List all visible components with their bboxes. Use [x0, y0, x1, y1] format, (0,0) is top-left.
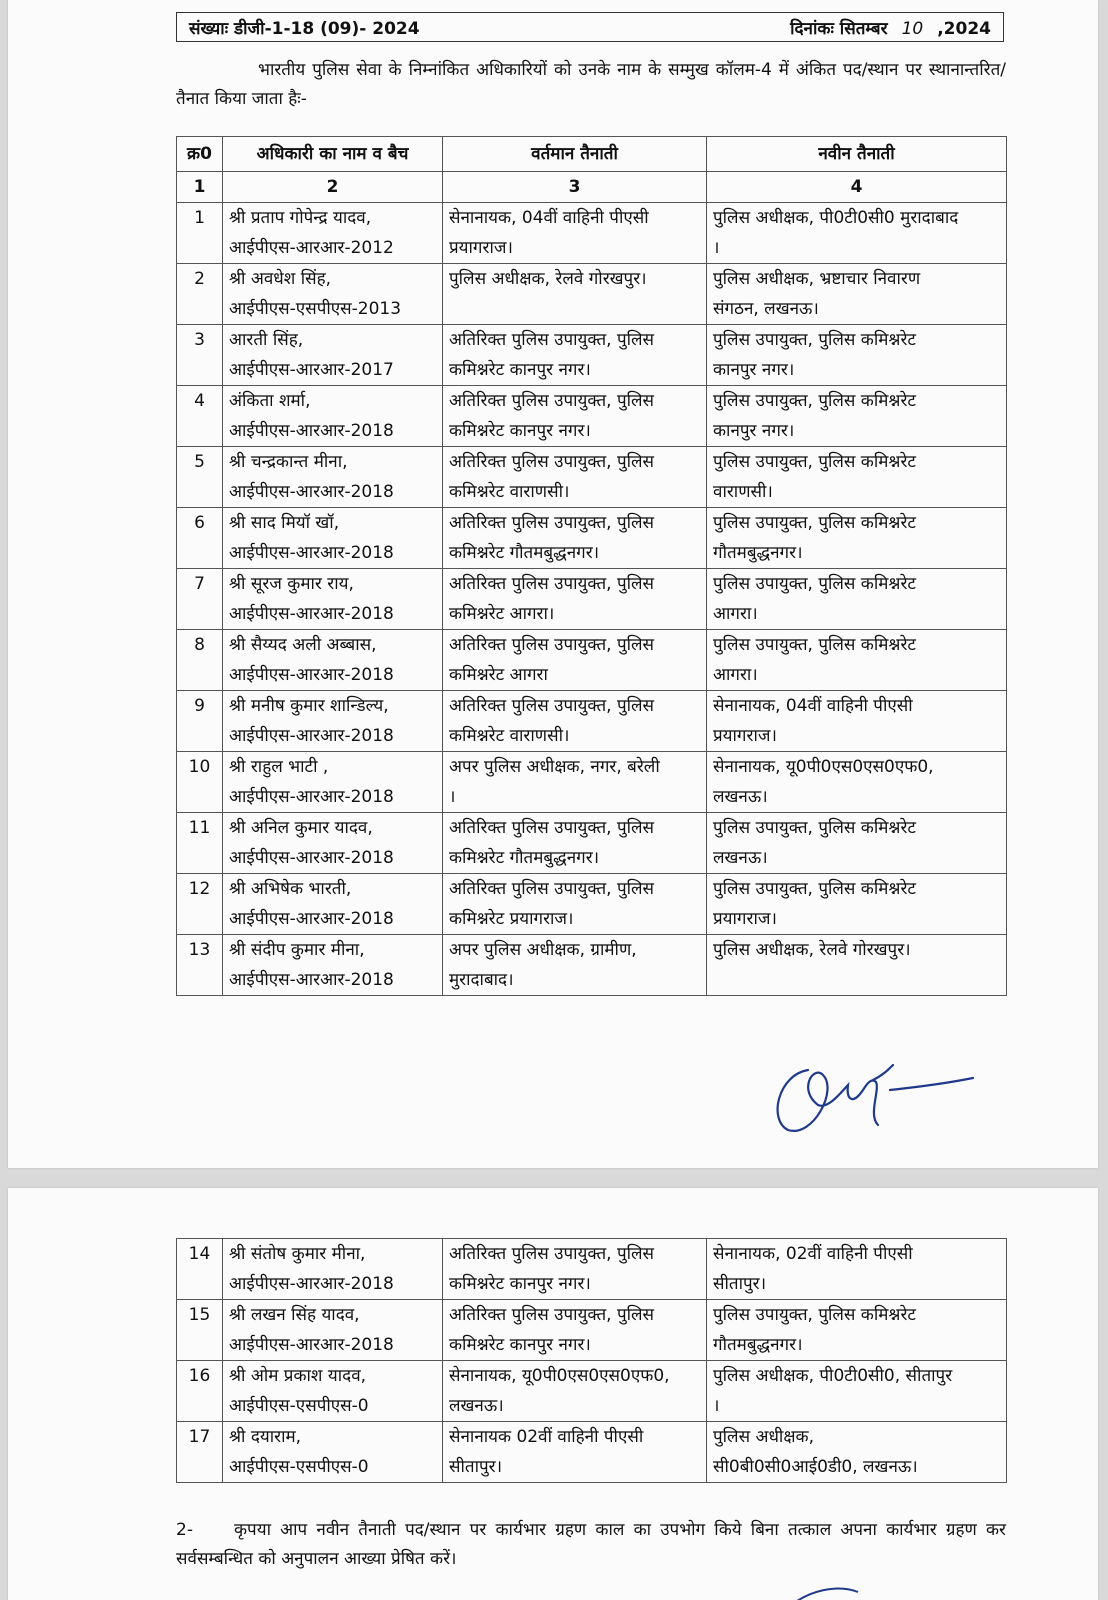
row-new-posting — [707, 691, 1007, 752]
current-posting-line: अतिरिक्त पुलिस उपायुक्त, पुलिस — [449, 391, 655, 411]
table-row — [177, 813, 1007, 874]
current-posting-line: अतिरिक्त पुलिस उपायुक्त, पुलिस — [449, 696, 655, 716]
current-posting-line: कमिश्नरेट वाराणसी। — [449, 726, 570, 746]
officer-batch: आईपीएस-आरआर-2018 — [229, 726, 394, 746]
officer-name: अंकिता शर्मा, — [229, 391, 311, 411]
officer-batch: आईपीएस-आरआर-2018 — [229, 543, 394, 563]
officer-batch: आईपीएस-आरआर-2018 — [229, 665, 394, 685]
officer-name: श्री राहुल भाटी , — [229, 757, 329, 777]
current-posting-line: लखनऊ। — [449, 1396, 504, 1416]
officer-name: श्री ओम प्रकाश यादव, — [229, 1366, 367, 1386]
officer-name: श्री अनिल कुमार यादव, — [229, 818, 373, 838]
row-sno — [177, 508, 223, 569]
row-sno — [177, 1361, 223, 1422]
row-officer — [223, 1300, 443, 1361]
row-current-posting — [443, 1300, 707, 1361]
row-current-posting — [443, 1239, 707, 1300]
row-officer — [223, 935, 443, 996]
date-day: 10 — [901, 18, 924, 39]
row-sno — [177, 1239, 223, 1300]
current-posting-line: सेनानायक 02वीं वाहिनी पीएसी — [449, 1427, 644, 1447]
sno-text: 16 — [188, 1366, 211, 1386]
row-new-posting — [707, 264, 1007, 325]
row-sno — [177, 203, 223, 264]
current-posting-line: अतिरिक्त पुलिस उपायुक्त, पुलिस — [449, 818, 655, 838]
current-posting-line: अतिरिक्त पुलिस उपायुक्त, पुलिस — [449, 513, 655, 533]
officer-name: श्री प्रताप गोपेन्द्र यादव, — [229, 208, 372, 228]
transfer-table — [176, 136, 1007, 996]
row-new-posting — [707, 1300, 1007, 1361]
row-new-posting — [707, 325, 1007, 386]
row-new-posting — [707, 874, 1007, 935]
new-posting-line: प्रयागराज। — [713, 909, 777, 929]
sno-text: 1 — [194, 208, 205, 228]
row-sno — [177, 1300, 223, 1361]
current-posting-line: अतिरिक्त पुलिस उपायुक्त, पुलिस — [449, 1244, 655, 1264]
current-posting-line: कमिश्नरेट गौतमबुद्धनगर। — [449, 848, 600, 868]
row-current-posting — [443, 752, 707, 813]
current-posting-line: सीतापुर। — [449, 1457, 503, 1477]
row-sno — [177, 569, 223, 630]
row-sno — [177, 1422, 223, 1483]
row-new-posting — [707, 1361, 1007, 1422]
header-current-posting: वर्तमान तैनाती — [443, 137, 707, 172]
table-row — [177, 386, 1007, 447]
current-posting-line: कमिश्नरेट आगरा। — [449, 604, 555, 624]
row-new-posting — [707, 203, 1007, 264]
row-sno — [177, 264, 223, 325]
officer-name: श्री संदीप कुमार मीना, — [229, 940, 365, 960]
row-officer — [223, 1239, 443, 1300]
current-posting-line: मुरादाबाद। — [449, 970, 514, 990]
table-row — [177, 325, 1007, 386]
new-posting-line: प्रयागराज। — [713, 726, 777, 746]
row-officer — [223, 508, 443, 569]
row-officer — [223, 264, 443, 325]
date-year: ,2024 — [937, 18, 991, 39]
paragraph-text: कृपया आप नवीन तैनाती पद/स्थान पर कार्यभार ग्रहण काल का उपभोग किये बिना तत्काल अपना कार्यभार ग्रहण कर सर्वसम्बन्धित को अनुपालन आख्या प्रेषित करें। — [176, 1520, 1006, 1569]
sno-text: 12 — [188, 879, 211, 899]
table-row — [177, 1422, 1007, 1483]
row-current-posting — [443, 203, 707, 264]
officer-batch: आईपीएस-आरआर-2018 — [229, 604, 394, 624]
officer-name: श्री मनीष कुमार शान्डिल्य, — [229, 696, 389, 716]
new-posting-line: पुलिस उपायुक्त, पुलिस कमिश्नरेट — [713, 818, 916, 838]
current-posting-line: अपर पुलिस अधीक्षक, नगर, बरेली — [449, 757, 660, 777]
new-posting-line: पुलिस उपायुक्त, पुलिस कमिश्नरेट — [713, 635, 916, 655]
current-posting-line: कमिश्नरेट प्रयागराज। — [449, 909, 574, 929]
new-posting-line: पुलिस उपायुक्त, पुलिस कमिश्नरेट — [713, 452, 916, 472]
row-officer — [223, 813, 443, 874]
current-posting-line: कमिश्नरेट कानपुर नगर। — [449, 360, 591, 380]
current-posting-line: अतिरिक्त पुलिस उपायुक्त, पुलिस — [449, 452, 655, 472]
paragraph-2 — [176, 1516, 1006, 1574]
officer-batch: आईपीएस-एसपीएस-2013 — [229, 299, 402, 319]
table-body — [177, 1239, 1007, 1483]
officer-name: आरती सिंह, — [229, 330, 304, 350]
officer-batch: आईपीएस-एसपीएस-0 — [229, 1457, 369, 1477]
reference-header — [176, 12, 1004, 42]
row-new-posting — [707, 935, 1007, 996]
new-posting-line: पुलिस उपायुक्त, पुलिस कमिश्नरेट — [713, 879, 916, 899]
row-current-posting — [443, 874, 707, 935]
row-officer — [223, 1422, 443, 1483]
row-new-posting — [707, 386, 1007, 447]
signature-fragment — [778, 1580, 898, 1600]
row-sno — [177, 874, 223, 935]
new-posting-line: पुलिस अधीक्षक, पी0टी0सी0 मुरादाबाद — [713, 208, 959, 228]
row-sno — [177, 752, 223, 813]
new-posting-line: सी0बी0सी0आई0डी0, लखनऊ। — [713, 1457, 918, 1477]
table-row — [177, 752, 1007, 813]
table-row — [177, 630, 1007, 691]
officer-name: श्री साद मियॉ खॉ, — [229, 513, 340, 533]
sno-text: 13 — [188, 940, 211, 960]
table-header-row — [177, 137, 1007, 172]
new-posting-line: पुलिस अधीक्षक, रेलवे गोरखपुर। — [713, 940, 911, 960]
officer-name: श्री सैय्यद अली अब्बास, — [229, 635, 377, 655]
current-posting-line: कमिश्नरेट कानपुर नगर। — [449, 421, 591, 441]
current-posting-line: । — [449, 787, 456, 807]
table-row — [177, 569, 1007, 630]
new-posting-line: पुलिस उपायुक्त, पुलिस कमिश्नरेट — [713, 513, 916, 533]
table-row — [177, 1361, 1007, 1422]
officer-batch: आईपीएस-आरआर-2018 — [229, 1335, 394, 1355]
table-body — [177, 203, 1007, 996]
row-officer — [223, 447, 443, 508]
row-current-posting — [443, 1361, 707, 1422]
current-posting-line: कमिश्नरेट गौतमबुद्धनगर। — [449, 543, 600, 563]
sno-text: 9 — [194, 696, 205, 716]
row-officer — [223, 691, 443, 752]
officer-name: श्री लखन सिंह यादव, — [229, 1305, 360, 1325]
row-current-posting — [443, 447, 707, 508]
column-number: 2 — [223, 172, 443, 203]
new-posting-line: वाराणसी। — [713, 482, 773, 502]
row-current-posting — [443, 935, 707, 996]
table-row — [177, 691, 1007, 752]
officer-name: श्री सूरज कुमार राय, — [229, 574, 354, 594]
row-current-posting — [443, 1422, 707, 1483]
sno-text: 14 — [188, 1244, 211, 1264]
row-new-posting — [707, 752, 1007, 813]
row-current-posting — [443, 630, 707, 691]
officer-batch: आईपीएस-आरआर-2018 — [229, 787, 394, 807]
row-officer — [223, 386, 443, 447]
row-officer — [223, 874, 443, 935]
sno-text: 17 — [188, 1427, 211, 1447]
new-posting-line: पुलिस उपायुक्त, पुलिस कमिश्नरेट — [713, 330, 916, 350]
officer-name: श्री संतोष कुमार मीना, — [229, 1244, 366, 1264]
table-row — [177, 508, 1007, 569]
column-number: 4 — [707, 172, 1007, 203]
current-posting-line: कमिश्नरेट वाराणसी। — [449, 482, 570, 502]
officer-batch: आईपीएस-आरआर-2018 — [229, 848, 394, 868]
column-number: 1 — [177, 172, 223, 203]
header-officer: अधिकारी का नाम व बैच — [223, 137, 443, 172]
sno-text: 15 — [188, 1305, 211, 1325]
sno-text: 5 — [194, 452, 205, 472]
current-posting-line: अतिरिक्त पुलिस उपायुक्त, पुलिस — [449, 574, 655, 594]
officer-batch: आईपीएस-आरआर-2017 — [229, 360, 394, 380]
row-officer — [223, 752, 443, 813]
table-row — [177, 874, 1007, 935]
new-posting-line: पुलिस अधीक्षक, भ्रष्टाचार निवारण — [713, 269, 921, 289]
sno-text: 4 — [194, 391, 205, 411]
row-officer — [223, 569, 443, 630]
current-posting-line: अपर पुलिस अधीक्षक, ग्रामीण, — [449, 940, 637, 960]
new-posting-line: आगरा। — [713, 604, 758, 624]
date-field — [790, 16, 991, 39]
new-posting-line: लखनऊ। — [713, 787, 768, 807]
new-posting-line: आगरा। — [713, 665, 758, 685]
officer-name: श्री अवधेश सिंह, — [229, 269, 332, 289]
row-sno — [177, 447, 223, 508]
new-posting-line: कानपुर नगर। — [713, 421, 795, 441]
row-new-posting — [707, 569, 1007, 630]
current-posting-line: सेनानायक, 04वीं वाहिनी पीएसी — [449, 208, 649, 228]
new-posting-line: सेनानायक, 02वीं वाहिनी पीएसी — [713, 1244, 913, 1264]
current-posting-line: पुलिस अधीक्षक, रेलवे गोरखपुर। — [449, 269, 647, 289]
table-row — [177, 447, 1007, 508]
new-posting-line: सीतापुर। — [713, 1274, 767, 1294]
officer-batch: आईपीएस-आरआर-2018 — [229, 909, 394, 929]
sno-text: 3 — [194, 330, 205, 350]
new-posting-line: पुलिस उपायुक्त, पुलिस कमिश्नरेट — [713, 574, 916, 594]
row-officer — [223, 1361, 443, 1422]
current-posting-line: कमिश्नरेट कानपुर नगर। — [449, 1274, 591, 1294]
new-posting-line: संगठन, लखनऊ। — [713, 299, 819, 319]
current-posting-line: कमिश्नरेट आगरा — [449, 665, 548, 685]
document-page-1 — [8, 0, 1098, 1168]
table-row — [177, 203, 1007, 264]
current-posting-line: कमिश्नरेट कानपुर नगर। — [449, 1335, 591, 1355]
row-new-posting — [707, 630, 1007, 691]
new-posting-line: पुलिस उपायुक्त, पुलिस कमिश्नरेट — [713, 391, 916, 411]
document-page-2 — [8, 1188, 1098, 1600]
row-current-posting — [443, 325, 707, 386]
row-sno — [177, 691, 223, 752]
column-number-row — [177, 172, 1007, 203]
new-posting-line: सेनानायक, 04वीं वाहिनी पीएसी — [713, 696, 913, 716]
officer-batch: आईपीएस-आरआर-2018 — [229, 421, 394, 441]
officer-batch: आईपीएस-आरआर-2018 — [229, 1274, 394, 1294]
sno-text: 10 — [188, 757, 211, 777]
current-posting-line: अतिरिक्त पुलिस उपायुक्त, पुलिस — [449, 330, 655, 350]
row-current-posting — [443, 691, 707, 752]
row-current-posting — [443, 386, 707, 447]
officer-name: श्री चन्द्रकान्त मीना, — [229, 452, 348, 472]
row-new-posting — [707, 447, 1007, 508]
row-sno — [177, 935, 223, 996]
new-posting-line: गौतमबुद्धनगर। — [713, 1335, 803, 1355]
sno-text: 11 — [188, 818, 211, 838]
new-posting-line: । — [713, 238, 720, 258]
officer-batch: आईपीएस-एसपीएस-0 — [229, 1396, 369, 1416]
row-sno — [177, 386, 223, 447]
header-new-posting: नवीन तैनाती — [707, 137, 1007, 172]
officer-batch: आईपीएस-आरआर-2012 — [229, 238, 394, 258]
new-posting-line: पुलिस अधीक्षक, पी0टी0सी0, सीतापुर — [713, 1366, 953, 1386]
row-current-posting — [443, 264, 707, 325]
header-sno: क्र0 — [177, 137, 223, 172]
sno-text: 6 — [194, 513, 205, 533]
new-posting-line: । — [713, 1396, 720, 1416]
current-posting-line: अतिरिक्त पुलिस उपायुक्त, पुलिस — [449, 1305, 655, 1325]
table-row — [177, 1239, 1007, 1300]
column-number: 3 — [443, 172, 707, 203]
row-new-posting — [707, 1239, 1007, 1300]
transfer-table-continued — [176, 1238, 1007, 1483]
new-posting-line: गौतमबुद्धनगर। — [713, 543, 803, 563]
sno-text: 7 — [194, 574, 205, 594]
date-label: दिनांकः सितम्बर — [790, 18, 888, 39]
new-posting-line: कानपुर नगर। — [713, 360, 795, 380]
row-current-posting — [443, 508, 707, 569]
current-posting-line: प्रयागराज। — [449, 238, 513, 258]
officer-batch: आईपीएस-आरआर-2018 — [229, 970, 394, 990]
table-row — [177, 1300, 1007, 1361]
reference-number: संख्याः डीजी-1-18 (09)- 2024 — [189, 18, 420, 39]
new-posting-line: पुलिस अधीक्षक, — [713, 1427, 814, 1447]
row-current-posting — [443, 813, 707, 874]
officer-name: श्री अभिषेक भारती, — [229, 879, 352, 899]
row-sno — [177, 325, 223, 386]
row-new-posting — [707, 1422, 1007, 1483]
current-posting-line: अतिरिक्त पुलिस उपायुक्त, पुलिस — [449, 635, 655, 655]
sno-text: 8 — [194, 635, 205, 655]
table-row — [177, 935, 1007, 996]
paragraph-number: 2- — [176, 1520, 193, 1540]
row-sno — [177, 813, 223, 874]
row-current-posting — [443, 569, 707, 630]
new-posting-line: सेनानायक, यू0पी0एस0एस0एफ0, — [713, 757, 934, 777]
row-new-posting — [707, 813, 1007, 874]
officer-name: श्री दयाराम, — [229, 1427, 302, 1447]
new-posting-line: लखनऊ। — [713, 848, 768, 868]
sno-text: 2 — [194, 269, 205, 289]
signature-image — [768, 1030, 988, 1140]
row-officer — [223, 325, 443, 386]
table-row — [177, 264, 1007, 325]
row-officer — [223, 630, 443, 691]
current-posting-line: अतिरिक्त पुलिस उपायुक्त, पुलिस — [449, 879, 655, 899]
officer-batch: आईपीएस-आरआर-2018 — [229, 482, 394, 502]
intro-paragraph: भारतीय पुलिस सेवा के निम्नांकित अधिकारियों को उनके नाम के सम्मुख कॉलम-4 में अंकित पद/स्थान पर स्थानान्तरित/तैनात किया जाता हैः- — [176, 60, 1006, 109]
new-posting-line: पुलिस उपायुक्त, पुलिस कमिश्नरेट — [713, 1305, 916, 1325]
row-sno — [177, 630, 223, 691]
row-officer — [223, 203, 443, 264]
current-posting-line: सेनानायक, यू0पी0एस0एस0एफ0, — [449, 1366, 670, 1386]
row-new-posting — [707, 508, 1007, 569]
